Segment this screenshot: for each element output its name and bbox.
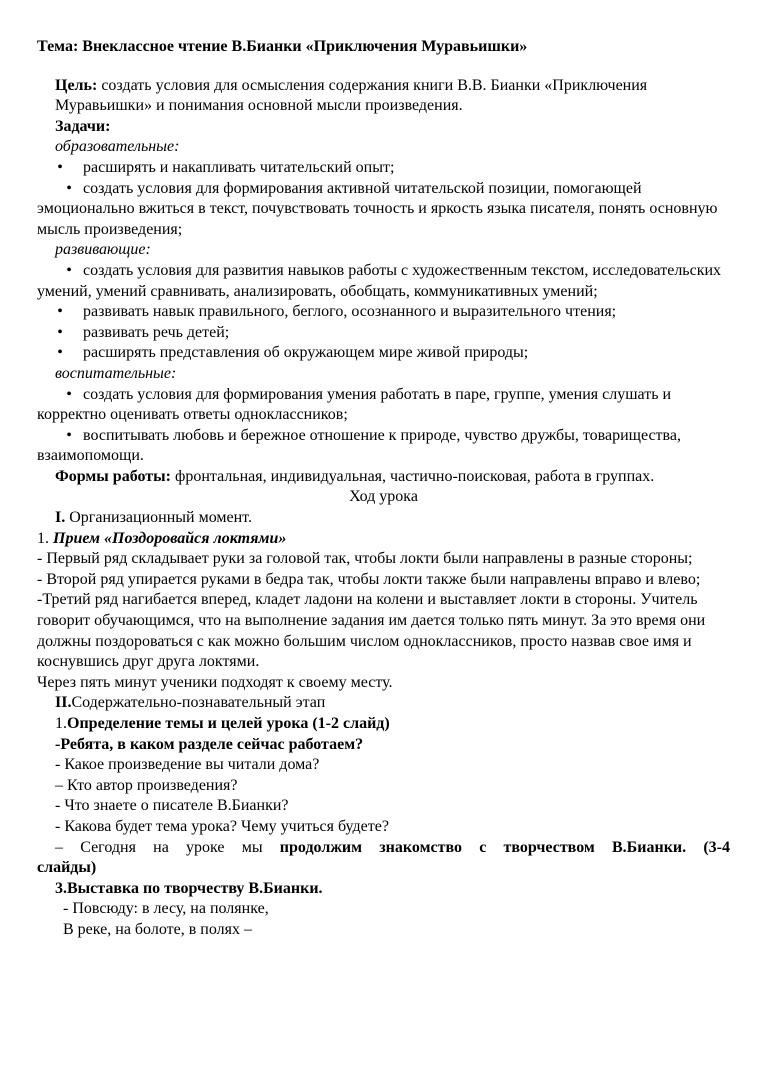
today-text: – Сегодня на уроке мы (55, 838, 280, 856)
dev-heading: развивающие: (55, 241, 151, 259)
poem-line: - Повсюду: в лесу, на полянке, (63, 900, 269, 918)
question-bold: -Ребята, в каком разделе сейчас работаем? (55, 735, 364, 753)
goal-text: создать условия для осмысления содержания книги В.В. Бианки «Приключения Муравьишки» и понимания основной мысли произведения. (55, 76, 648, 115)
sub-step-1-number: 1. (55, 715, 67, 732)
sub-step-1-title: Определение темы и целей урока (1-2 слайд) (67, 715, 390, 732)
lesson-heading: Ход урока (349, 488, 418, 506)
list-item (37, 261, 730, 302)
step-1 (37, 508, 730, 529)
today-bold: продолжим знакомство с творчеством В.Бианки. (3-4 (279, 838, 731, 856)
bullet-icon: • (57, 303, 63, 321)
technique-line: -Третий ряд нагибается вперед, кладет ладони на колени и выставляет локти в стороны. Учитель говорит обучающимся, что на выполнение задания им дается только пять минут. За это время они должны поздороваться с как можно большим числом одноклассников, просто назвав свое имя и коснувшись друг друга локтями. (37, 591, 706, 671)
bullet-icon: • (66, 179, 72, 197)
technique-number: 1. (37, 529, 53, 547)
document-title: Тема: Внеклассное чтение В.Бианки «Приключения Муравьишки» (37, 38, 528, 55)
sub-step-1 (37, 714, 730, 735)
goal-label: Цель: (55, 76, 98, 94)
goal-paragraph (37, 76, 730, 117)
list-item-text: воспитывать любовь и бережное отношение к природе, чувство дружбы, товарищества, взаимопомощи. (37, 426, 681, 465)
list-item-text: расширять и накапливать читательский опыт; (83, 158, 395, 176)
technique-line: - Первый ряд складывает руки за головой так, чтобы локти были направлены в разные стороны; (37, 550, 693, 568)
list-item-text: расширять представления об окружающем мире живой природы; (83, 344, 529, 362)
bullet-icon: • (57, 158, 63, 176)
bullet-icon: • (57, 323, 63, 341)
bullet-icon: • (57, 344, 63, 362)
list-item (37, 323, 730, 344)
list-item-text: развивать речь детей; (83, 323, 230, 341)
question-line: - Какова будет тема урока? Чему учиться будете? (55, 817, 389, 835)
step-1-text: Организационный момент. (65, 509, 252, 527)
tasks-heading (37, 117, 730, 138)
list-item (37, 302, 730, 323)
bullet-icon: • (66, 385, 72, 403)
today-bold-continued: слайды) (37, 859, 97, 877)
technique-title (37, 529, 730, 550)
step-2 (37, 693, 730, 714)
forms-label: Формы работы: (55, 467, 171, 485)
question-line: - Что знаете о писателе В.Бианки? (55, 797, 289, 815)
question-line: - Какое произведение вы читали дома? (55, 756, 320, 774)
today-paragraph (37, 838, 730, 859)
edu-heading: образовательные: (55, 138, 180, 156)
list-item-text: развивать навык правильного, беглого, осознанного и выразительного чтения; (83, 303, 617, 321)
bullet-icon: • (66, 426, 72, 444)
forms-text: фронтальная, индивидуальная, частично-поисковая, работа в группах. (170, 467, 655, 485)
technique-line: Через пять минут ученики подходят к своему месту. (37, 673, 393, 691)
list-item-text: создать условия для развития навыков работы с художественным текстом, исследовательских умений, умений сравнивать, анализировать, обобщать, коммуникативных умений; (37, 261, 722, 300)
tasks-colon: : (105, 117, 111, 135)
poem-line: В реке, на болоте, в полях – (63, 920, 252, 938)
forms-paragraph (37, 467, 730, 488)
list-item (37, 385, 730, 426)
question-line: – Кто автор произведения? (55, 776, 238, 794)
upb-heading: воспитательные: (55, 364, 177, 382)
list-item (37, 179, 730, 241)
list-item (37, 426, 730, 467)
bullet-icon: • (66, 261, 72, 279)
sub-step-3-title: 3.Выставка по творчеству В.Бианки. (55, 879, 323, 897)
list-item-text: создать условия для формирования активной читательской позиции, помогающей эмоционально вжиться в текст, почувствовать точность и яркость языка писателя, понять основную мысль произведения; (37, 179, 718, 238)
list-item (37, 158, 730, 179)
technique-name: Прием «Поздоровайся локтями» (53, 529, 287, 547)
step-1-number: I. (55, 509, 66, 527)
list-item (37, 343, 730, 364)
step-2-text: Содержательно-познавательный этап (71, 694, 326, 712)
document-body (37, 37, 730, 941)
list-item-text: создать условия для формирования умения работать в паре, группе, умения слушать и корректно оценивать ответы одноклассников; (37, 385, 672, 424)
technique-line: - Второй ряд упирается руками в бедра так, чтобы локти также были направлены вправо и влево; (37, 570, 701, 588)
tasks-label: Задачи (55, 117, 106, 135)
step-2-number: II. (55, 694, 72, 712)
